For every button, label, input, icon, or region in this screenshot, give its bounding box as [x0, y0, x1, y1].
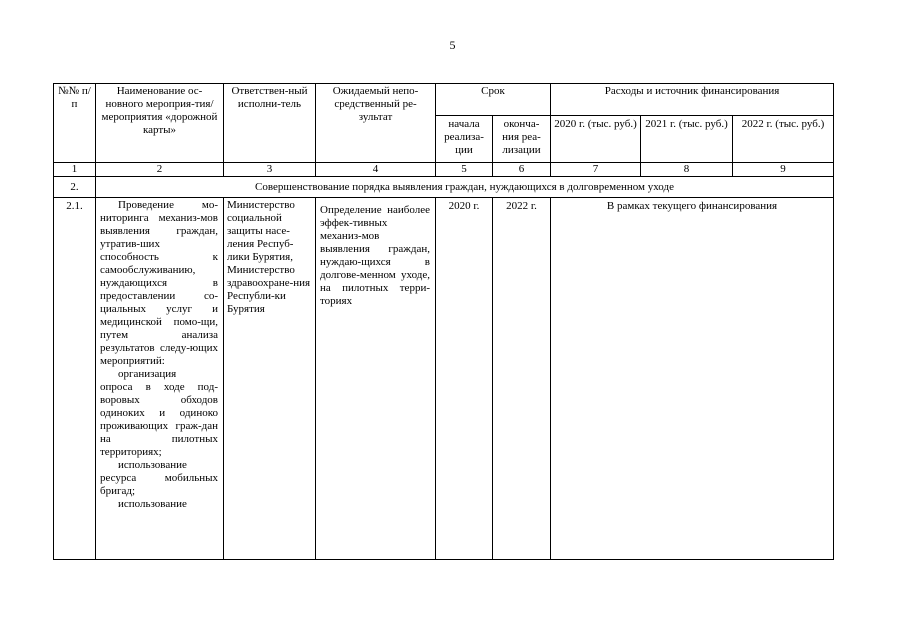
column-number: 1 — [54, 163, 96, 177]
row-start: 2020 г. — [436, 198, 493, 560]
header-year-2022: 2022 г. (тыс. руб.) — [733, 116, 834, 163]
column-number: 2 — [96, 163, 224, 177]
section-number: 2. — [54, 177, 96, 198]
page-number: 5 — [449, 38, 456, 52]
section-row — [54, 177, 834, 198]
header-num: №№ п/п — [54, 84, 96, 163]
header-row-1 — [54, 84, 834, 116]
row-financing: В рамках текущего финансирования — [551, 198, 834, 560]
column-numbers-row — [54, 163, 834, 177]
header-term-end: оконча-ния реа-лизации — [493, 116, 551, 163]
row-end: 2022 г. — [493, 198, 551, 560]
table-row — [54, 198, 834, 560]
task-intro: Проведение мо-ниторинга механиз-мов выявления граждан, утратив-ших способность к самообслуживанию, нуждающихся в предоставлении со-циальных услуг и медицинской помо-щи, путем анализа результатов следу-ющих мероприятий: — [100, 199, 218, 367]
section-title: Совершенствование порядка выявления граждан, нуждающихся в долговременном уходе — [96, 177, 834, 198]
task-item-2-head: использование — [118, 459, 187, 471]
row-expected-result: Определение наиболее эффек-тивных механиз-мов выявления граждан, нуждаю-щихся в долгове-менном уходе, на пилотных терри-ториях — [316, 198, 436, 560]
header-year-2021: 2021 г. (тыс. руб.) — [641, 116, 733, 163]
column-number: 9 — [733, 163, 834, 177]
header-expected: Ожидаемый непо-средственный ре-зультат — [316, 84, 436, 163]
task-item-1-head: организация — [118, 368, 177, 380]
task-item-3-head: использование — [118, 498, 187, 510]
header-name: Наименование ос-новного мероприя-тия/мероприятия «дорожной карты» — [96, 84, 224, 163]
header-responsible: Ответствен-ный исполни-тель — [224, 84, 316, 163]
column-number: 6 — [493, 163, 551, 177]
header-expenses: Расходы и источник финансирования — [551, 84, 834, 116]
column-number: 4 — [316, 163, 436, 177]
column-number: 7 — [551, 163, 641, 177]
task-item-2-body: ресурса мобильных бригад; — [100, 472, 218, 497]
row-task — [96, 198, 224, 560]
column-number: 5 — [436, 163, 493, 177]
column-number: 3 — [224, 163, 316, 177]
header-term: Срок — [436, 84, 551, 116]
roadmap-table — [53, 83, 834, 560]
header-term-start: начала реализа-ции — [436, 116, 493, 163]
row-responsible: Министерство социальной защиты насе-ления Респуб-лики Бурятия, Министерство здравоохране-ния Республи-ки Бурятия — [224, 198, 316, 560]
task-item-1-body: опроса в ходе под-воровых обходов одиноких и одиноко проживающих граж-дан на пилотных территориях; — [100, 381, 218, 458]
row-number: 2.1. — [54, 198, 96, 560]
header-year-2020: 2020 г. (тыс. руб.) — [551, 116, 641, 163]
column-number: 8 — [641, 163, 733, 177]
